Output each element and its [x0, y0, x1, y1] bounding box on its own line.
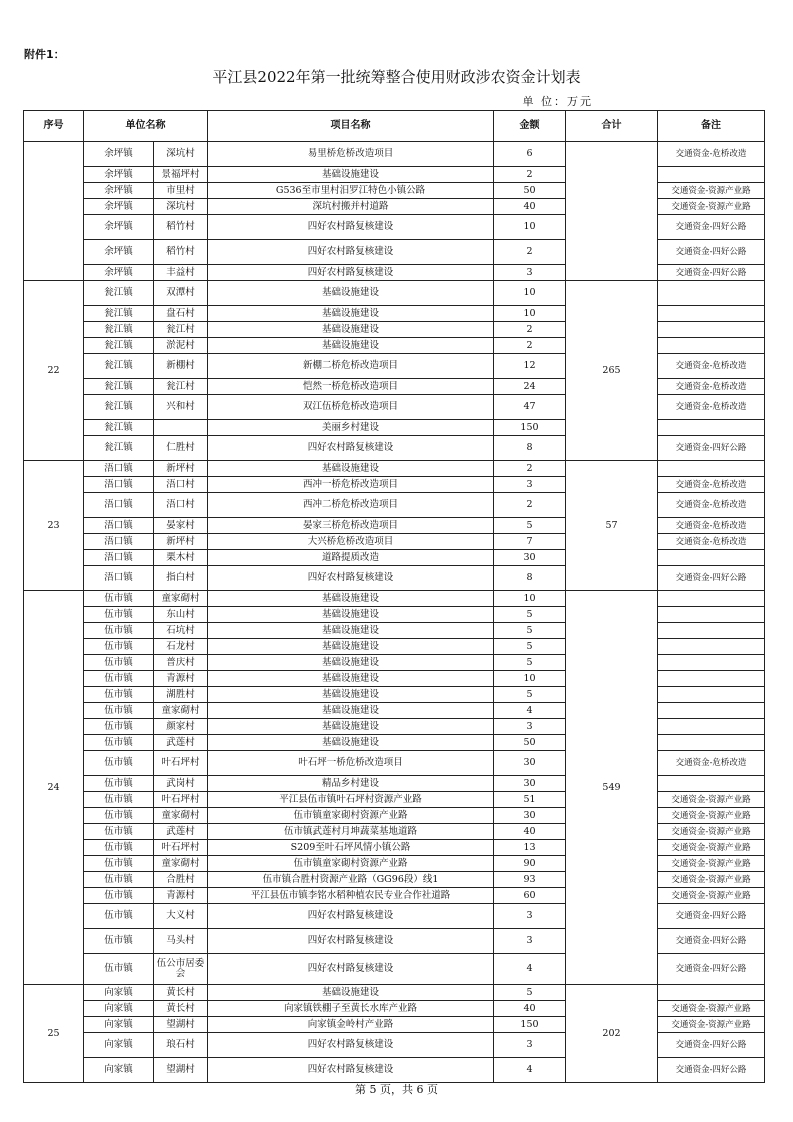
note-cell: 交通资金-危桥改造 — [658, 534, 765, 550]
village-cell: 双潭村 — [154, 281, 208, 306]
town-cell: 伍市镇 — [84, 719, 154, 735]
town-cell: 余坪镇 — [84, 215, 154, 240]
project-cell: 四好农村路复核建设 — [208, 1058, 494, 1083]
project-cell: G536至市里村汨罗江特色小镇公路 — [208, 183, 494, 199]
project-cell: 向家镇铁棚子至黄长水库产业路 — [208, 1001, 494, 1017]
amount-cell: 40 — [494, 1001, 566, 1017]
town-cell: 浯口镇 — [84, 518, 154, 534]
note-cell — [658, 461, 765, 477]
project-cell: 伍市镇童家砌村资源产业路 — [208, 856, 494, 872]
village-cell: 青源村 — [154, 671, 208, 687]
seq-cell: 22 — [24, 281, 84, 461]
project-cell: 四好农村路复核建设 — [208, 265, 494, 281]
town-cell: 伍市镇 — [84, 808, 154, 824]
note-cell: 交通资金-危桥改造 — [658, 751, 765, 776]
amount-cell: 24 — [494, 379, 566, 395]
project-cell: 美丽乡村建设 — [208, 420, 494, 436]
project-cell: 道路提质改造 — [208, 550, 494, 566]
village-cell: 叶石坪村 — [154, 792, 208, 808]
note-cell — [658, 671, 765, 687]
amount-cell: 40 — [494, 199, 566, 215]
amount-cell: 150 — [494, 420, 566, 436]
amount-cell: 12 — [494, 354, 566, 379]
village-cell: 仁胜村 — [154, 436, 208, 461]
total-cell: 549 — [566, 591, 658, 985]
village-cell: 武莲村 — [154, 824, 208, 840]
village-cell: 景福坪村 — [154, 167, 208, 183]
amount-cell: 3 — [494, 477, 566, 493]
town-cell: 向家镇 — [84, 985, 154, 1001]
note-cell — [658, 703, 765, 719]
header-row — [24, 111, 765, 142]
project-cell: 基础设施建设 — [208, 306, 494, 322]
project-cell: 平江县伍市镇叶石坪村资源产业路 — [208, 792, 494, 808]
village-cell: 栗木村 — [154, 550, 208, 566]
village-cell: 合胜村 — [154, 872, 208, 888]
amount-cell: 3 — [494, 1033, 566, 1058]
town-cell: 伍市镇 — [84, 671, 154, 687]
note-cell — [658, 420, 765, 436]
village-cell: 武岗村 — [154, 776, 208, 792]
amount-cell: 150 — [494, 1017, 566, 1033]
village-cell: 伍公市居委会 — [154, 954, 208, 985]
town-cell: 瓮江镇 — [84, 379, 154, 395]
note-cell: 交通资金-资源产业路 — [658, 183, 765, 199]
note-cell: 交通资金-资源产业路 — [658, 792, 765, 808]
town-cell: 向家镇 — [84, 1017, 154, 1033]
amount-cell: 50 — [494, 183, 566, 199]
total-cell: 202 — [566, 985, 658, 1083]
town-cell: 余坪镇 — [84, 183, 154, 199]
project-cell: 基础设施建设 — [208, 687, 494, 703]
header-total: 合计 — [566, 111, 658, 142]
village-cell: 瓮江村 — [154, 379, 208, 395]
project-cell: 四好农村路复核建设 — [208, 954, 494, 985]
town-cell: 浯口镇 — [84, 461, 154, 477]
project-cell: 晏家三桥危桥改造项目 — [208, 518, 494, 534]
village-cell: 晏家村 — [154, 518, 208, 534]
header-unit-name: 单位名称 — [84, 111, 208, 142]
village-cell: 童家砌村 — [154, 808, 208, 824]
amount-cell: 2 — [494, 338, 566, 354]
project-cell: 基础设施建设 — [208, 281, 494, 306]
project-cell: 西冲一桥危桥改造项目 — [208, 477, 494, 493]
amount-cell: 30 — [494, 751, 566, 776]
village-cell: 童家砌村 — [154, 591, 208, 607]
amount-cell: 3 — [494, 719, 566, 735]
amount-cell: 2 — [494, 322, 566, 338]
amount-cell: 2 — [494, 167, 566, 183]
town-cell: 瓮江镇 — [84, 436, 154, 461]
project-cell: 四好农村路复核建设 — [208, 215, 494, 240]
seq-cell: 25 — [24, 985, 84, 1083]
village-cell: 盘石村 — [154, 306, 208, 322]
village-cell: 新坪村 — [154, 461, 208, 477]
note-cell: 交通资金-四好公路 — [658, 1058, 765, 1083]
town-cell: 余坪镇 — [84, 265, 154, 281]
amount-cell: 10 — [494, 591, 566, 607]
note-cell: 交通资金-四好公路 — [658, 265, 765, 281]
amount-cell: 5 — [494, 639, 566, 655]
note-cell: 交通资金-危桥改造 — [658, 379, 765, 395]
village-cell: 黄长村 — [154, 985, 208, 1001]
note-cell: 交通资金-四好公路 — [658, 240, 765, 265]
town-cell: 余坪镇 — [84, 142, 154, 167]
amount-cell: 3 — [494, 929, 566, 954]
village-cell: 丰益村 — [154, 265, 208, 281]
note-cell: 交通资金-四好公路 — [658, 929, 765, 954]
town-cell: 伍市镇 — [84, 687, 154, 703]
note-cell: 交通资金-资源产业路 — [658, 824, 765, 840]
note-cell — [658, 322, 765, 338]
town-cell: 浯口镇 — [84, 550, 154, 566]
project-cell: 基础设施建设 — [208, 671, 494, 687]
note-cell — [658, 623, 765, 639]
town-cell: 伍市镇 — [84, 824, 154, 840]
note-cell — [658, 338, 765, 354]
town-cell: 伍市镇 — [84, 655, 154, 671]
note-cell: 交通资金-四好公路 — [658, 954, 765, 985]
total-cell: 265 — [566, 281, 658, 461]
note-cell — [658, 167, 765, 183]
town-cell: 伍市镇 — [84, 929, 154, 954]
village-cell: 湖胜村 — [154, 687, 208, 703]
village-cell: 瓮江村 — [154, 322, 208, 338]
village-cell: 新棚村 — [154, 354, 208, 379]
amount-cell: 10 — [494, 306, 566, 322]
amount-cell: 40 — [494, 824, 566, 840]
village-cell: 童家砌村 — [154, 856, 208, 872]
village-cell: 市里村 — [154, 183, 208, 199]
village-cell: 石龙村 — [154, 639, 208, 655]
town-cell: 余坪镇 — [84, 240, 154, 265]
project-cell: 基础设施建设 — [208, 461, 494, 477]
note-cell — [658, 985, 765, 1001]
note-cell: 交通资金-危桥改造 — [658, 142, 765, 167]
amount-cell: 4 — [494, 954, 566, 985]
town-cell: 向家镇 — [84, 1001, 154, 1017]
village-cell: 大义村 — [154, 904, 208, 929]
amount-cell: 30 — [494, 776, 566, 792]
header-project: 项目名称 — [208, 111, 494, 142]
village-cell: 稻竹村 — [154, 240, 208, 265]
plan-table — [23, 110, 765, 1083]
village-cell: 黄长村 — [154, 1001, 208, 1017]
note-cell — [658, 639, 765, 655]
project-cell: 四好农村路复核建设 — [208, 904, 494, 929]
project-cell: S209至叶石坪风情小镇公路 — [208, 840, 494, 856]
seq-cell — [24, 142, 84, 281]
town-cell: 伍市镇 — [84, 888, 154, 904]
town-cell: 浯口镇 — [84, 566, 154, 591]
total-cell — [566, 142, 658, 281]
header-amount: 金额 — [494, 111, 566, 142]
town-cell: 瓮江镇 — [84, 354, 154, 379]
note-cell: 交通资金-四好公路 — [658, 436, 765, 461]
project-cell: 新棚二桥危桥改造项目 — [208, 354, 494, 379]
table-row — [24, 281, 765, 306]
town-cell: 余坪镇 — [84, 199, 154, 215]
project-cell: 西冲二桥危桥改造项目 — [208, 493, 494, 518]
table-row — [24, 985, 765, 1001]
project-cell: 恺然一桥危桥改造项目 — [208, 379, 494, 395]
seq-cell: 23 — [24, 461, 84, 591]
town-cell: 瓮江镇 — [84, 306, 154, 322]
amount-cell: 2 — [494, 240, 566, 265]
village-cell: 深坑村 — [154, 199, 208, 215]
note-cell: 交通资金-危桥改造 — [658, 354, 765, 379]
note-cell: 交通资金-四好公路 — [658, 566, 765, 591]
note-cell: 交通资金-资源产业路 — [658, 808, 765, 824]
project-cell: 基础设施建设 — [208, 322, 494, 338]
town-cell: 伍市镇 — [84, 735, 154, 751]
village-cell: 浯口村 — [154, 493, 208, 518]
note-cell: 交通资金-危桥改造 — [658, 477, 765, 493]
note-cell — [658, 306, 765, 322]
village-cell: 童家砌村 — [154, 703, 208, 719]
project-cell: 基础设施建设 — [208, 623, 494, 639]
town-cell: 伍市镇 — [84, 776, 154, 792]
note-cell — [658, 687, 765, 703]
town-cell: 伍市镇 — [84, 639, 154, 655]
village-cell: 稻竹村 — [154, 215, 208, 240]
table-row — [24, 461, 765, 477]
town-cell: 伍市镇 — [84, 751, 154, 776]
attachment-label: 附件1： — [24, 48, 65, 61]
village-cell — [154, 420, 208, 436]
amount-cell: 10 — [494, 281, 566, 306]
town-cell: 瓮江镇 — [84, 420, 154, 436]
project-cell: 伍市镇合胜村资源产业路（GG96段）线1 — [208, 872, 494, 888]
amount-cell: 3 — [494, 904, 566, 929]
note-cell: 交通资金-资源产业路 — [658, 872, 765, 888]
village-cell: 叶石坪村 — [154, 840, 208, 856]
village-cell: 浯口村 — [154, 477, 208, 493]
project-cell: 伍市镇武莲村月坤蔬菜基地道路 — [208, 824, 494, 840]
note-cell — [658, 607, 765, 623]
town-cell: 余坪镇 — [84, 167, 154, 183]
amount-cell: 7 — [494, 534, 566, 550]
note-cell: 交通资金-危桥改造 — [658, 493, 765, 518]
amount-cell: 30 — [494, 550, 566, 566]
project-cell: 基础设施建设 — [208, 338, 494, 354]
town-cell: 浯口镇 — [84, 493, 154, 518]
note-cell: 交通资金-资源产业路 — [658, 856, 765, 872]
amount-cell: 13 — [494, 840, 566, 856]
note-cell: 交通资金-资源产业路 — [658, 1001, 765, 1017]
note-cell: 交通资金-危桥改造 — [658, 518, 765, 534]
village-cell: 望湖村 — [154, 1017, 208, 1033]
table-row — [24, 591, 765, 607]
amount-cell: 8 — [494, 566, 566, 591]
town-cell: 伍市镇 — [84, 904, 154, 929]
note-cell: 交通资金-四好公路 — [658, 1033, 765, 1058]
amount-cell: 4 — [494, 1058, 566, 1083]
project-cell: 双江伍桥危桥改造项目 — [208, 395, 494, 420]
town-cell: 浯口镇 — [84, 477, 154, 493]
note-cell — [658, 719, 765, 735]
village-cell: 新坪村 — [154, 534, 208, 550]
project-cell: 基础设施建设 — [208, 985, 494, 1001]
project-cell: 易里桥危桥改造项目 — [208, 142, 494, 167]
village-cell: 马头村 — [154, 929, 208, 954]
village-cell: 望湖村 — [154, 1058, 208, 1083]
village-cell: 普庆村 — [154, 655, 208, 671]
amount-cell: 47 — [494, 395, 566, 420]
note-cell: 交通资金-资源产业路 — [658, 1017, 765, 1033]
town-cell: 伍市镇 — [84, 591, 154, 607]
project-cell: 四好农村路复核建设 — [208, 566, 494, 591]
project-cell: 叶石坪一桥危桥改造项目 — [208, 751, 494, 776]
amount-cell: 5 — [494, 518, 566, 534]
village-cell: 深坑村 — [154, 142, 208, 167]
project-cell: 四好农村路复核建设 — [208, 240, 494, 265]
amount-cell: 10 — [494, 671, 566, 687]
note-cell — [658, 591, 765, 607]
village-cell: 琅石村 — [154, 1033, 208, 1058]
amount-cell: 93 — [494, 872, 566, 888]
town-cell: 瓮江镇 — [84, 281, 154, 306]
project-cell: 深坑村搬并村道路 — [208, 199, 494, 215]
village-cell: 淤泥村 — [154, 338, 208, 354]
village-cell: 兴和村 — [154, 395, 208, 420]
amount-cell: 50 — [494, 735, 566, 751]
table-row — [24, 142, 765, 167]
amount-cell: 5 — [494, 687, 566, 703]
amount-cell: 2 — [494, 461, 566, 477]
town-cell: 伍市镇 — [84, 954, 154, 985]
village-cell: 叶石坪村 — [154, 751, 208, 776]
amount-cell: 4 — [494, 703, 566, 719]
project-cell: 四好农村路复核建设 — [208, 436, 494, 461]
town-cell: 瓮江镇 — [84, 322, 154, 338]
town-cell: 伍市镇 — [84, 872, 154, 888]
amount-cell: 2 — [494, 493, 566, 518]
project-cell: 四好农村路复核建设 — [208, 929, 494, 954]
project-cell: 大兴桥危桥改造项目 — [208, 534, 494, 550]
note-cell — [658, 281, 765, 306]
amount-cell: 60 — [494, 888, 566, 904]
amount-cell: 5 — [494, 985, 566, 1001]
note-cell — [658, 735, 765, 751]
town-cell: 向家镇 — [84, 1033, 154, 1058]
amount-cell: 51 — [494, 792, 566, 808]
amount-cell: 6 — [494, 142, 566, 167]
amount-cell: 5 — [494, 623, 566, 639]
note-cell: 交通资金-危桥改造 — [658, 395, 765, 420]
note-cell — [658, 550, 765, 566]
village-cell: 武莲村 — [154, 735, 208, 751]
project-cell: 伍市镇童家砌村资源产业路 — [208, 808, 494, 824]
town-cell: 伍市镇 — [84, 792, 154, 808]
amount-cell: 3 — [494, 265, 566, 281]
amount-cell: 30 — [494, 808, 566, 824]
project-cell: 四好农村路复核建设 — [208, 1033, 494, 1058]
table-body — [24, 142, 765, 1083]
town-cell: 向家镇 — [84, 1058, 154, 1083]
note-cell — [658, 776, 765, 792]
note-cell: 交通资金-资源产业路 — [658, 888, 765, 904]
town-cell: 伍市镇 — [84, 840, 154, 856]
town-cell: 伍市镇 — [84, 623, 154, 639]
village-cell: 东山村 — [154, 607, 208, 623]
note-cell — [658, 655, 765, 671]
town-cell: 伍市镇 — [84, 607, 154, 623]
town-cell: 瓮江镇 — [84, 395, 154, 420]
village-cell: 指白村 — [154, 566, 208, 591]
project-cell: 基础设施建设 — [208, 639, 494, 655]
amount-cell: 8 — [494, 436, 566, 461]
unit-label: 单 位：万元 — [522, 95, 593, 108]
note-cell: 交通资金-四好公路 — [658, 904, 765, 929]
note-cell: 交通资金-资源产业路 — [658, 199, 765, 215]
page-footer: 第 5 页，共 6 页 — [355, 1083, 438, 1096]
project-cell: 平江县伍市镇李铭水稻种植农民专业合作社道路 — [208, 888, 494, 904]
amount-cell: 90 — [494, 856, 566, 872]
amount-cell: 5 — [494, 607, 566, 623]
project-cell: 基础设施建设 — [208, 655, 494, 671]
village-cell: 石坑村 — [154, 623, 208, 639]
note-cell: 交通资金-四好公路 — [658, 215, 765, 240]
header-note: 备注 — [658, 111, 765, 142]
page-title: 平江县2022年第一批统筹整合使用财政涉农资金计划表 — [212, 68, 581, 86]
town-cell: 伍市镇 — [84, 703, 154, 719]
total-cell: 57 — [566, 461, 658, 591]
town-cell: 瓮江镇 — [84, 338, 154, 354]
project-cell: 精品乡村建设 — [208, 776, 494, 792]
project-cell: 基础设施建设 — [208, 719, 494, 735]
village-cell: 青源村 — [154, 888, 208, 904]
town-cell: 伍市镇 — [84, 856, 154, 872]
project-cell: 基础设施建设 — [208, 735, 494, 751]
project-cell: 向家镇金岭村产业路 — [208, 1017, 494, 1033]
amount-cell: 5 — [494, 655, 566, 671]
village-cell: 颜家村 — [154, 719, 208, 735]
header-seq: 序号 — [24, 111, 84, 142]
project-cell: 基础设施建设 — [208, 703, 494, 719]
seq-cell: 24 — [24, 591, 84, 985]
town-cell: 浯口镇 — [84, 534, 154, 550]
project-cell: 基础设施建设 — [208, 591, 494, 607]
amount-cell: 10 — [494, 215, 566, 240]
project-cell: 基础设施建设 — [208, 167, 494, 183]
project-cell: 基础设施建设 — [208, 607, 494, 623]
note-cell: 交通资金-资源产业路 — [658, 840, 765, 856]
